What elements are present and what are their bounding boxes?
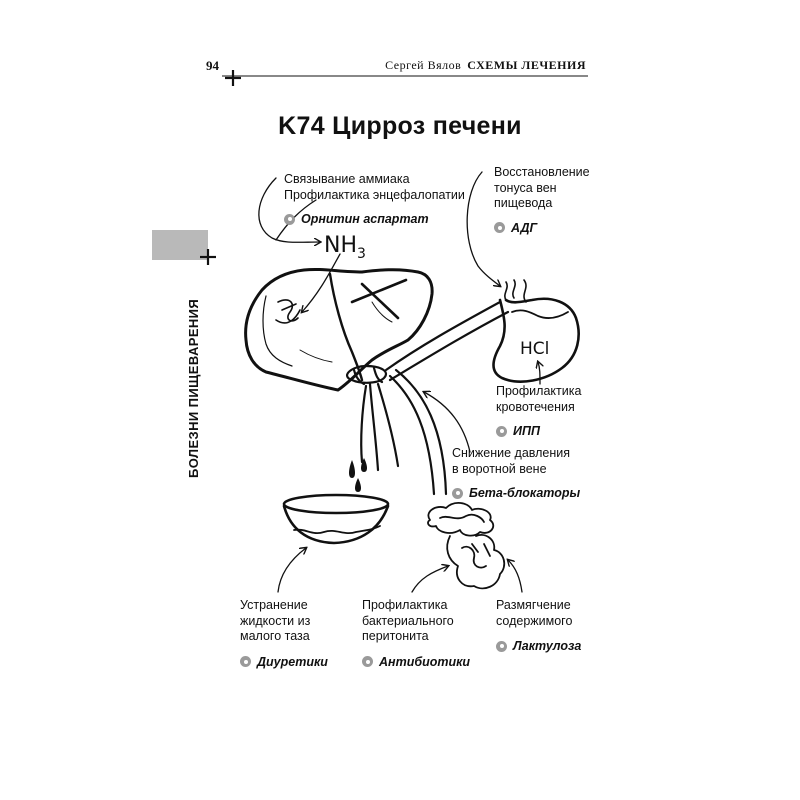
annotation-peritonitis (362, 598, 470, 669)
header-rule (222, 70, 588, 86)
bullet-icon (496, 426, 507, 437)
annotation-line: содержимого (496, 613, 573, 628)
author-name: Сергей Вялов (385, 58, 462, 72)
annotation-line: Снижение давления (452, 446, 571, 460)
bullet-icon (494, 222, 505, 233)
annotation-ammonia (284, 172, 465, 226)
drug-adg: АДГ (494, 221, 590, 235)
annotation-line: кровотечения (496, 399, 575, 414)
annotation-line: Восстановление (494, 165, 590, 179)
drug-ppi: ИПП (496, 424, 581, 438)
annotation-line: пищевода (494, 196, 553, 210)
annotation-line: тонуса вен (494, 180, 557, 195)
annotation-bleeding (496, 384, 581, 438)
page-number: 94 (206, 58, 219, 73)
annotation-portal (452, 446, 580, 500)
ascites-drops (349, 458, 367, 492)
intestine-illustration (428, 503, 504, 588)
stomach-illustration (494, 280, 579, 382)
annotation-line: Профилактика энцефалопатии (284, 187, 465, 202)
annotation-line: Профилактика (362, 598, 448, 612)
bullet-icon (240, 656, 251, 667)
annotation-line: малого таза (240, 629, 310, 643)
drug-diuretics: Диуретики (240, 655, 328, 669)
bowl-illustration (284, 495, 388, 543)
book-title: СХЕМЫ ЛЕЧЕНИЯ (467, 58, 586, 72)
nh3-label: $NH_3$ (324, 233, 366, 262)
annotation-line: перитонита (362, 629, 429, 643)
annotation-line: Профилактика (496, 384, 582, 398)
section-label: БОЛЕЗНИ ПИЩЕВАРЕНИЯ (186, 298, 201, 478)
drug-lactulose: Лактулоза (496, 639, 581, 653)
drug-beta-blockers: Бета-блокаторы (452, 486, 580, 500)
annotation-line: бактериального (362, 613, 454, 628)
annotation-stool (496, 598, 581, 653)
bullet-icon (284, 214, 295, 225)
annotation-line: Устранение (240, 598, 308, 612)
annotation-line: Размягчение (496, 598, 571, 612)
annotation-line: жидкости из (240, 613, 311, 628)
drug-antibiotics: Антибиотики (362, 655, 470, 669)
annotation-fluid (240, 598, 328, 669)
annotation-line: в воротной вене (452, 461, 547, 476)
annotation-line: Связывание аммиака (284, 172, 410, 186)
page-title: K74 Цирроз печени (278, 112, 522, 140)
hcl-label: HCl (520, 339, 550, 359)
bullet-icon (362, 656, 373, 667)
bullet-icon (496, 641, 507, 652)
drug-ornithine: Орнитин аспартат (284, 212, 465, 226)
side-plus-icon (200, 249, 216, 265)
annotation-veins (494, 165, 590, 235)
bullet-icon (452, 488, 463, 499)
